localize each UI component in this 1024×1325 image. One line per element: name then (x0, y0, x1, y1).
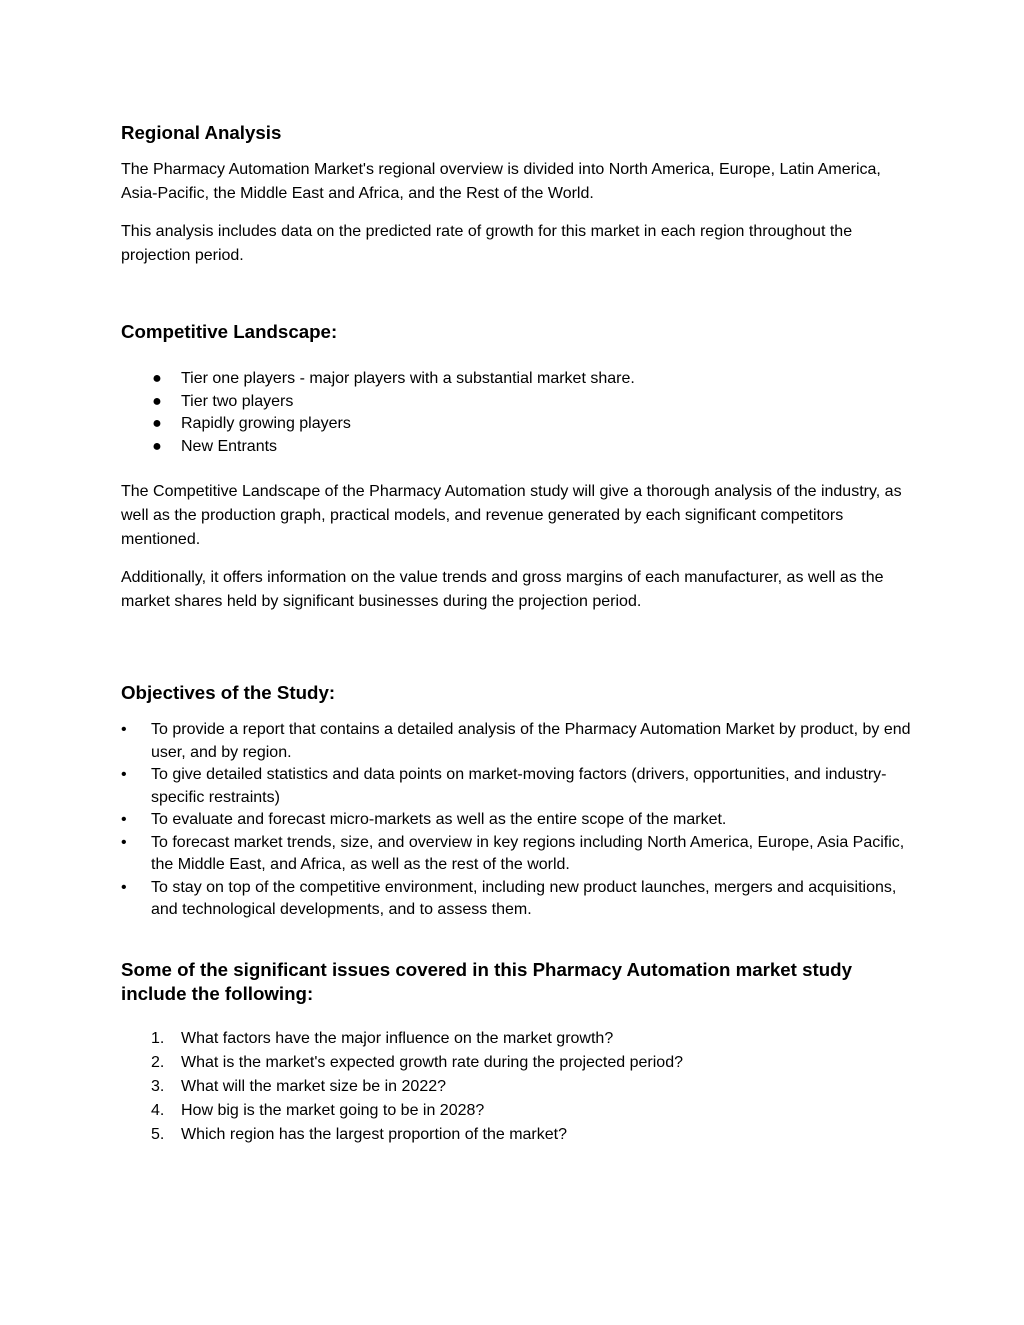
list-item-text: Which region has the largest proportion of the market? (181, 1126, 567, 1143)
bullet-icon: ● (152, 415, 162, 432)
regional-paragraph-2: This analysis includes data on the predicted rate of growth for this market in each region throughout the projection period. (121, 223, 853, 264)
bullet-icon: ● (152, 392, 162, 410)
list-item-text: To evaluate and forecast micro-markets as well as the entire scope of the market. (151, 811, 727, 828)
list-item (121, 832, 911, 877)
list-item-text: Tier two players (181, 392, 294, 410)
bullet-icon: • (121, 833, 127, 851)
list-item-text: New Entrants (181, 437, 278, 455)
list-item (121, 1123, 911, 1147)
list-item (121, 1051, 911, 1075)
bullet-icon: • (121, 766, 127, 783)
list-number: 2. (151, 1054, 165, 1071)
list-item (121, 877, 911, 922)
list-item-text: To give detailed statistics and data points on market-moving factors (drivers, opportunities, and industry-specific restraints) (151, 766, 887, 806)
list-item (121, 1099, 911, 1123)
list-item-text: Tier one players - major players with a substantial market share. (181, 370, 635, 387)
bullet-icon: ● (152, 437, 162, 455)
issues-heading: Some of the significant issues covered in this Pharmacy Automation market study include the following: (121, 959, 852, 1004)
list-item-text: What will the market size be in 2022? (181, 1078, 447, 1095)
bullet-icon: • (121, 878, 127, 896)
list-number: 3. (151, 1078, 165, 1095)
competitive-paragraph-2: Additionally, it offers information on the value trends and gross margins of each manufacturer, as well as the market shares held by significant businesses during the projection period. (121, 569, 884, 610)
regional-analysis-heading: Regional Analysis (121, 122, 282, 143)
bullet-icon: • (121, 721, 127, 738)
list-item-text: To provide a report that contains a detailed analysis of the Pharmacy Automation Market by product, by end user, and by region. (151, 721, 911, 761)
bullet-icon: ● (152, 370, 162, 387)
objectives-heading: Objectives of the Study: (121, 682, 336, 703)
list-item (121, 391, 911, 414)
list-item (121, 764, 911, 809)
list-item-text: What is the market's expected growth rate during the projected period? (181, 1054, 683, 1071)
regional-paragraph-1: The Pharmacy Automation Market's regional overview is divided into North America, Europe, Latin America, Asia-Pacific, the Middle East and Africa, and the Rest of the World. (121, 161, 881, 202)
list-item (121, 413, 911, 436)
list-item (121, 809, 911, 832)
list-item-text: To stay on top of the competitive environment, including new product launches, mergers and acquisitions, and technological developments, and to assess them. (151, 878, 897, 918)
list-item-text: What factors have the major influence on the market growth? (181, 1030, 614, 1047)
list-number: 5. (151, 1126, 165, 1143)
list-item-text: To forecast market trends, size, and overview in key regions including North America, Europe, Asia Pacific, the Middle East, and Africa, as well as the rest of the world. (151, 833, 905, 873)
list-item (121, 1075, 911, 1099)
objectives-list (121, 719, 911, 922)
competitive-landscape-heading: Competitive Landscape: (121, 321, 338, 342)
competitive-paragraph-1: The Competitive Landscape of the Pharmacy Automation study will give a thorough analysis of the industry, as well as the production graph, practical models, and revenue generated by each significant competitors mentioned. (121, 483, 902, 548)
list-item-text: Rapidly growing players (181, 415, 351, 432)
list-item (121, 436, 911, 459)
list-number: 4. (151, 1102, 165, 1119)
list-item (121, 368, 911, 391)
issues-numbered-list (121, 1027, 911, 1147)
list-number: 1. (151, 1030, 165, 1047)
list-item (121, 719, 911, 764)
list-item-text: How big is the market going to be in 2028? (181, 1102, 485, 1119)
list-item (121, 1027, 911, 1051)
bullet-icon: • (121, 811, 127, 828)
competitive-bullet-list (121, 368, 911, 458)
